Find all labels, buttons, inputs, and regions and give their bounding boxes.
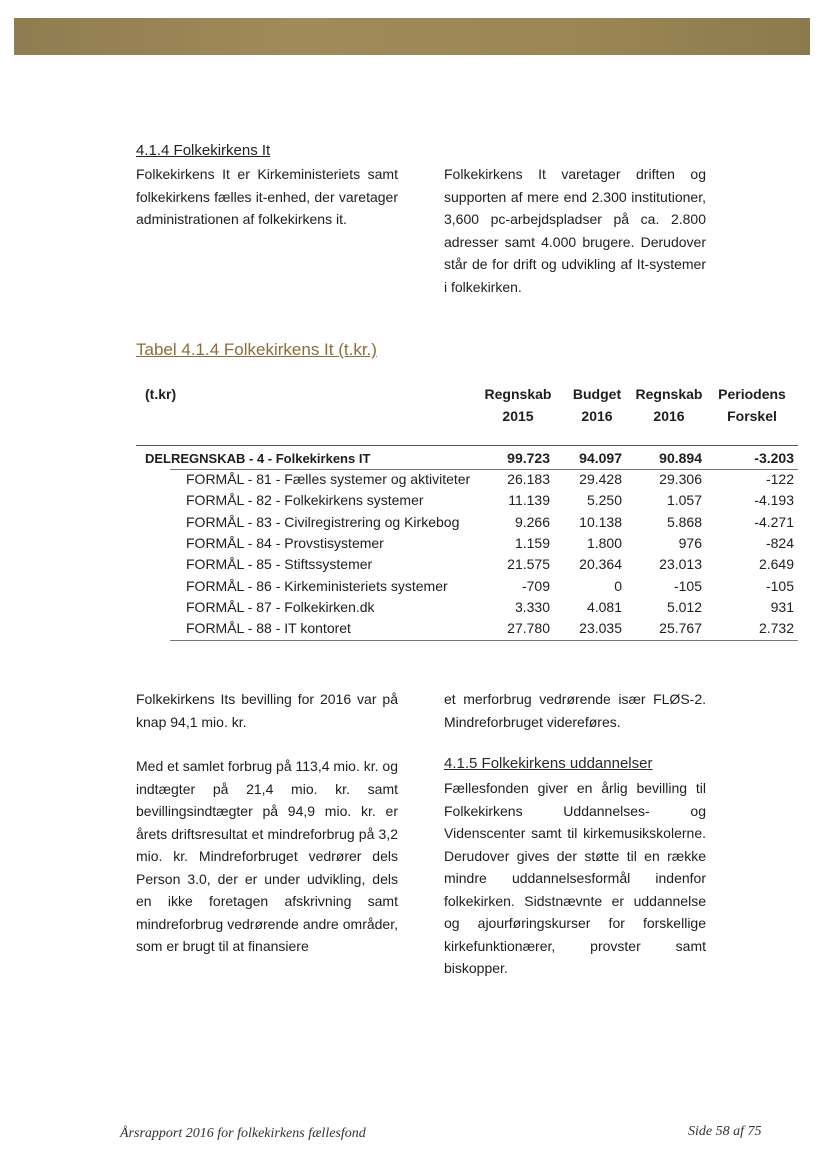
table-row: FORMÅL - 87 - Folkekirken.dk 3.330 4.081 5.012 931: [186, 598, 794, 615]
intro-paragraph-right: Folkekirkens It varetager driften og supporten af mere end 2.300 institutioner, 3,600 pc-arbejdspladser på ca. 2.800 adresser samt 4.000 brugere. Derudover står de for drift og udvikling af It-systemer i folkekirken.: [444, 166, 706, 295]
merforbrug-paragraph: et merforbrug vedrørende især FLØS-2. Mindreforbruget videreføres.: [444, 691, 706, 730]
header-banner: [14, 18, 810, 55]
table-header-regnskab-2015: Regnskab 2015: [484, 386, 552, 424]
table-top-rule: [136, 445, 798, 446]
bevilling-paragraph: Folkekirkens Its bevilling for 2016 var på knap 94,1 mio. kr.: [136, 691, 398, 730]
footer-page-number: Side 58 af 75: [688, 1124, 762, 1139]
table-row: FORMÅL - 81 - Fælles systemer og aktiviteter 26.183 29.428 29.306 -122: [186, 471, 794, 487]
table-row: FORMÅL - 84 - Provstisystemer 1.159 1.800 976 -824: [186, 534, 794, 551]
table-header-unit: (t.kr): [145, 386, 177, 402]
table-caption: Tabel 4.1.4 Folkekirkens It (t.kr.): [136, 340, 377, 359]
table-header-regnskab-2016: Regnskab 2016: [635, 386, 703, 424]
table-header-budget-2016: Budget 2016: [572, 386, 622, 424]
footer-report-title: Årsrapport 2016 for folkekirkens fællesfond: [120, 1126, 366, 1141]
table-row-total: DELREGNSKAB - 4 - Folkekirkens IT 99.723 94.097 90.894 -3.203: [145, 450, 794, 466]
table-row: FORMÅL - 83 - Civilregistrering og Kirkebog 9.266 10.138 5.868 -4.271: [186, 513, 794, 530]
table-row: FORMÅL - 88 - IT kontoret 27.780 23.035 25.767 2.732: [186, 620, 794, 637]
section-heading-415: 4.1.5 Folkekirkens uddannelser: [444, 755, 653, 772]
table-row: FORMÅL - 85 - Stiftssystemer 21.575 20.364 23.013 2.649: [186, 556, 794, 573]
intro-paragraph-left: Folkekirkens It er Kirkeministeriets samt folkekirkens fælles it-enhed, der varetager administrationen af folkekirkens it.: [136, 166, 398, 227]
table-row: FORMÅL - 86 - Kirkeministeriets systemer -709 0 -105 -105: [186, 577, 794, 594]
uddannelser-paragraph: Fællesfonden giver en årlig bevilling til Folkekirkens Uddannelses- og Videnscenter samt til kirkemusikskolerne. Derudover gives der støtte til en række mindre uddannelsesformål indenfor folkekirken. Sidstnævnte er uddannelse og ajourføringskurser for forskellige kirkefunktionærer, provster samt biskopper.: [444, 780, 706, 976]
section-heading-414: 4.1.4 Folkekirkens It: [136, 142, 271, 159]
table-header-periodens-forskel: Periodens Forskel: [718, 386, 786, 424]
table-row: FORMÅL - 82 - Folkekirkens systemer 11.139 5.250 1.057 -4.193: [186, 492, 794, 509]
forbrug-paragraph: Med et samlet forbrug på 113,4 mio. kr. og indtægter på 21,4 mio. kr. samt bevillingsindtægter på 94,9 mio. kr. er årets driftsresultat et mindreforbrug på 3,2 mio. kr. Mindreforbruget vedrører dels Person 3.0, der er under udvikling, dels en ikke foretagen afskrivning samt mindreforbrug vedrørende andre områder, som er brugt til at finansiere: [136, 758, 398, 954]
table-bottom-rule: [170, 640, 798, 641]
